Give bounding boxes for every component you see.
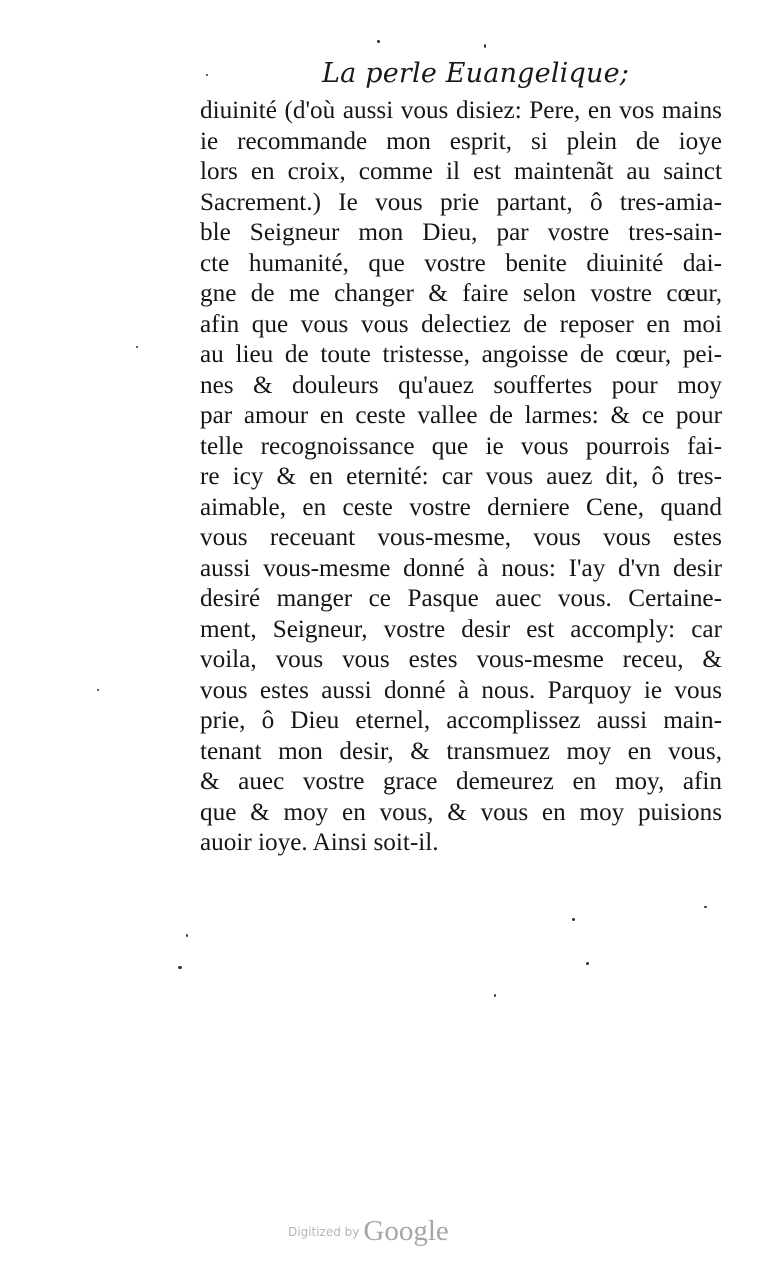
- scan-speck: [377, 40, 380, 43]
- text-line: nes & douleurs qu'auez souffertes pour moy: [200, 371, 722, 399]
- text-line: vous estes aussi donné à nous. Parquoy ie vous: [200, 676, 722, 704]
- digitized-watermark: [288, 1215, 449, 1248]
- scan-speck: [494, 994, 496, 997]
- scan-speck: [572, 918, 575, 921]
- text-line: aussi vous-mesme donné à nous: I'ay d'vn desir: [200, 554, 722, 582]
- text-line: lors en croix, comme il est maintenãt au sainct: [200, 158, 722, 185]
- text-line: re icy & en eternité: car vous auez dit, ô tres-: [200, 463, 722, 490]
- text-line: ble Seigneur mon Dieu, par vostre tres-sain-: [200, 219, 722, 246]
- text-line: gne de me changer & faire selon vostre cœur,: [200, 280, 722, 307]
- text-line: au lieu de toute tristesse, angoisse de cœur, pei-: [200, 341, 722, 368]
- text-line: afin que vous vous delectiez de reposer en moi: [200, 310, 722, 338]
- text-line: cte humanité, que vostre benite diuinité dai-: [200, 249, 722, 277]
- scan-speck: [484, 44, 486, 48]
- text-line: que & moy en vous, & vous en moy puisions: [200, 798, 722, 826]
- scan-speck: [186, 934, 188, 937]
- google-logo: Google: [363, 1215, 449, 1247]
- text-line: Sacrement.) Ie vous prie partant, ô tres-amia-: [200, 188, 722, 216]
- text-line: voila, vous vous estes vous-mesme receu, &: [200, 646, 722, 673]
- scan-speck: [136, 346, 138, 348]
- watermark-prefix: Digitized by: [288, 1225, 360, 1239]
- scan-speck: [586, 962, 589, 965]
- scan-speck: [178, 966, 182, 969]
- text-line: diuinité (d'où aussi vous disiez: Pere, en vos mains: [200, 97, 722, 124]
- scan-speck: [704, 906, 707, 908]
- text-line: ment, Seigneur, vostre desir est accomply: car: [200, 615, 722, 643]
- text-line: & auec vostre grace demeurez en moy, afin: [200, 768, 722, 795]
- scan-speck: [97, 689, 99, 691]
- text-line: ie recommande mon esprit, si plein de ioye: [200, 127, 722, 155]
- text-line: aimable, en ceste vostre derniere Cene, quand: [200, 493, 722, 521]
- text-line: telle recognoissance que ie vous pourrois fai-: [200, 432, 722, 460]
- text-line: par amour en ceste vallee de larmes: & ce pour: [200, 402, 722, 429]
- text-line: vous receuant vous-mesme, vous vous estes: [200, 524, 722, 551]
- text-line: prie, ô Dieu eternel, accomplissez aussi main-: [200, 707, 722, 734]
- body-text: [200, 96, 722, 859]
- running-head: La perle Euangelique;: [322, 58, 630, 89]
- scan-speck: [206, 74, 208, 76]
- text-line: tenant mon desir, & transmuez moy en vous,: [200, 737, 722, 765]
- text-line: desiré manger ce Pasque auec vous. Certaine-: [200, 585, 722, 612]
- text-line-final: auoir ioye. Ainsi soit-il.: [200, 829, 439, 856]
